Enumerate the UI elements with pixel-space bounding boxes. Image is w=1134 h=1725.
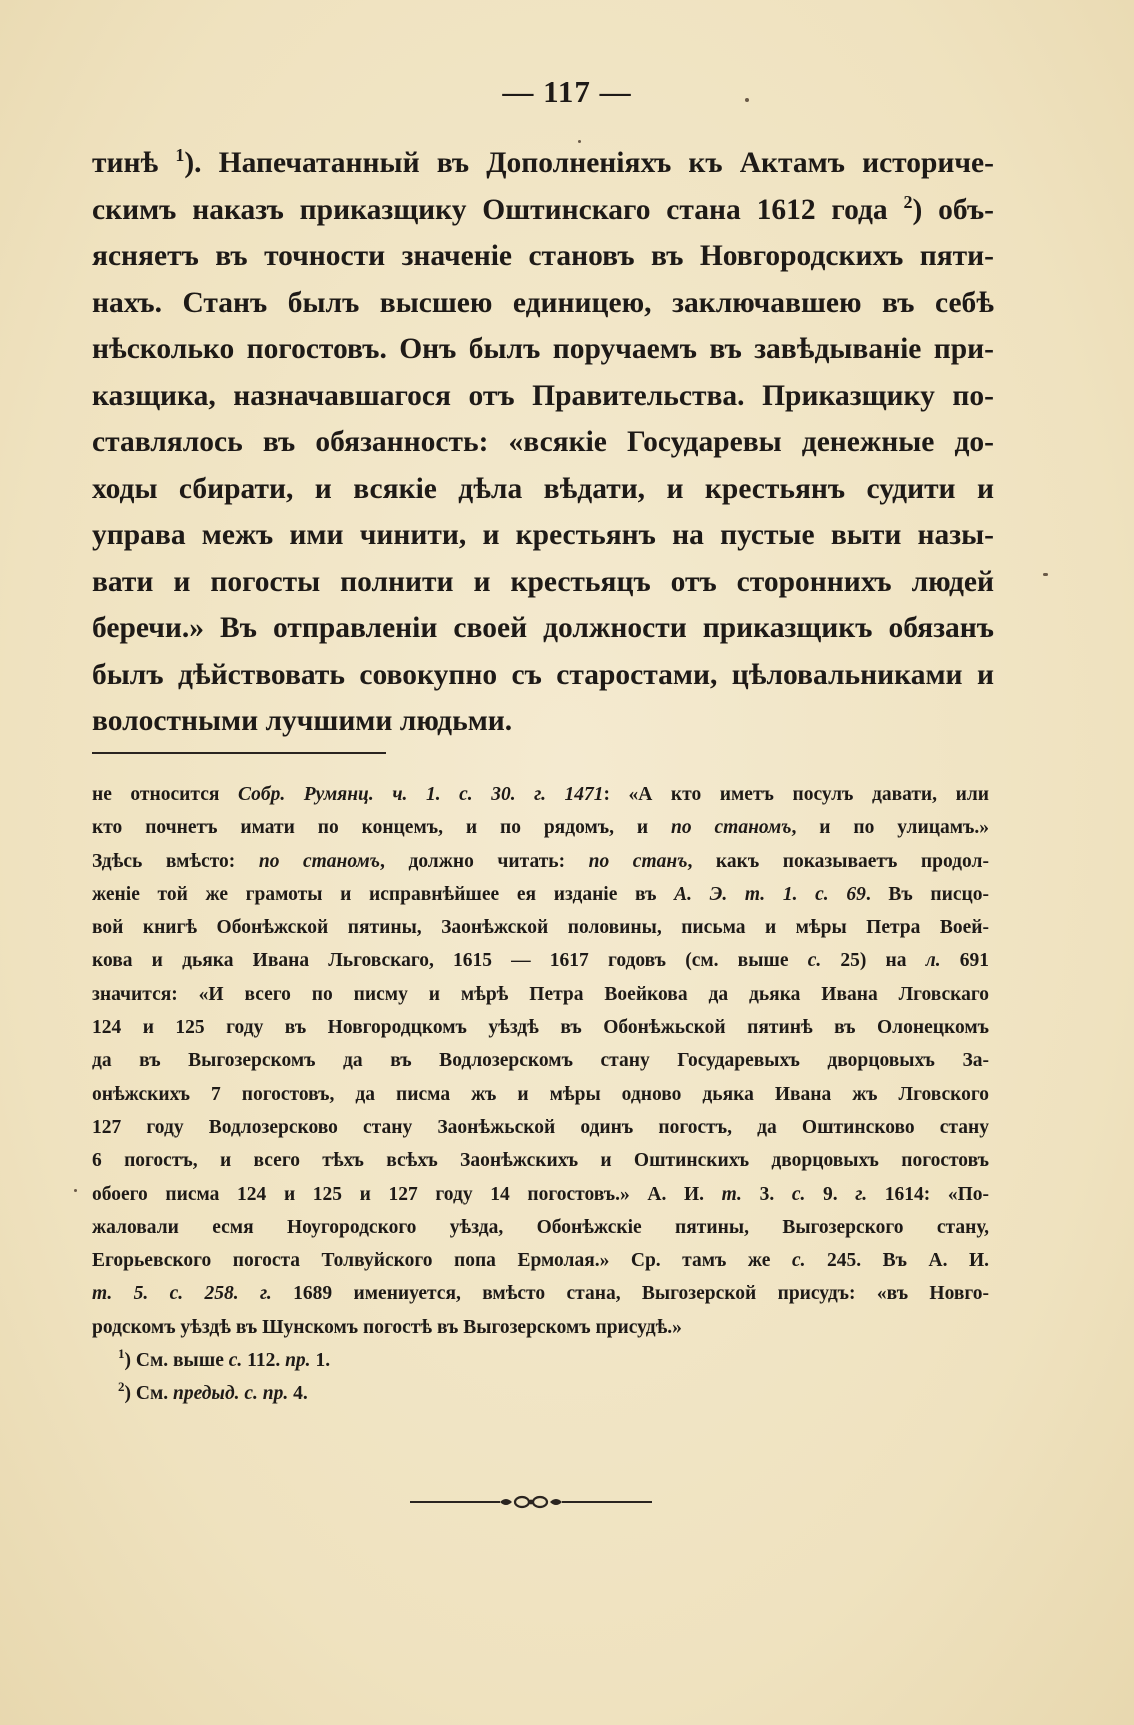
note-line: не относится Собр. Румянц. ч. 1. с. 30. г. 1471: «А кто иметъ посулъ давати, или [92,784,989,805]
main-line: беречи.» Въ отправленіи своей должности приказщикъ обязанъ [92,612,994,644]
note-line: 6 погостъ, и всего тѣхъ всѣхъ Заонѣжскихъ и Оштинскихъ дворцовыхъ погостовъ [92,1150,989,1172]
footnotes-block [92,778,989,1411]
note-line: вой книгѣ Обонѣжской пятины, Заонѣжской половины, письма и мѣры Петра Воей- [92,917,989,939]
note-line: кова и дьяка Ивана Льговскаго, 1615 — 1617 годовъ (см. выше с. 25) на л. 691 [92,950,989,972]
note-line: кто почнетъ имати по концемъ, и по рядомъ, и по станомъ, и по улицамъ.» [92,817,989,839]
note-line: 127 году Водлозерсково стану Заонѣжьской одинъ погостъ, да Оштинсково стану [92,1116,989,1138]
paper-speck [578,140,581,143]
note-line: Здѣсь вмѣсто: по станомъ, должно читать: по станъ, какъ показываетъ продол- [92,850,989,872]
note-line: значится: «И всего по писму и мѣрѣ Петра Воейкова да дьяка Ивана Лговскаго [92,983,989,1005]
note-line: да въ Выгозерскомъ да въ Водлозерскомъ стану Государевыхъ дворцовыхъ За- [92,1050,989,1072]
main-line: казщика, назначавшагося отъ Правительства. Приказщику по- [92,379,994,412]
end-ornament-icon [410,1490,652,1514]
paper-speck [74,1189,77,1192]
main-line: ясняетъ въ точности значеніе становъ въ Новгородскихъ пяти- [92,240,994,272]
main-line: ставлялось въ обязанность: «всякіе Государевы денежные до- [92,426,994,458]
note-line: онѣжскихъ 7 погостовъ, да писма жъ и мѣры одново дьяка Ивана жъ Лговского [92,1083,989,1105]
main-line: волостными лучшими людьми. [92,705,513,737]
main-line: былъ дѣйствовать совокупно съ старостами, цѣловальниками и [92,658,994,691]
note-line: 124 и 125 году въ Новгородцкомъ уѣздѣ въ Обонѣжьской пятинѣ въ Олонецкомъ [92,1017,989,1039]
main-line: ходы сбирати, и всякіе дѣла вѣдати, и крестьянъ судити и [92,472,994,505]
main-line: управа межъ ими чинити, и крестьянъ на пустые выти назы- [92,519,994,551]
footnote-2: $^2$) См. предыд. с. пр. 4. [118,1379,308,1405]
footnote-separator-rule [92,752,386,754]
note-line: т. 5. с. 258. г. 1689 имениуется, вмѣсто стана, Выгозерской присудъ: «въ Новго- [92,1283,989,1305]
paper-speck [745,98,749,102]
main-line: нахъ. Станъ былъ высшею единицею, заключавшею въ себѣ [92,286,994,319]
main-line: скимъ наказъ приказщику Оштинскаго стана 1612 года $^2$) объ- [92,191,994,226]
note-line: обоего писма 124 и 125 и 127 году 14 погостовъ.» А. И. т. 3. с. 9. г. 1614: «По- [92,1183,989,1205]
footnote-1: $^1$) См. выше с. 112. пр. 1. [118,1346,331,1372]
main-line: вати и погосты полнити и крестьяцъ отъ стороннихъ людей [92,565,994,598]
note-line: родскомъ уѣздѣ въ Шунскомъ погостѣ въ Выгозерскомъ присудѣ.» [92,1316,682,1338]
footnote-ref[interactable]: 2 [903,191,913,212]
note-line: Егорьевского погоста Толвуйского попа Ермолая.» Ср. тамъ же с. 245. Въ А. И. [92,1250,989,1272]
main-text-block [92,140,994,745]
main-line: тинѣ $^1$). Напечатанный въ Дополненіяхъ къ Актамъ историче- [92,145,994,179]
page-number: — 117 — [502,74,632,109]
paper-speck [1043,573,1048,576]
note-line: женіе той же грамоты и исправнѣйшее ея изданіе въ А. Э. т. 1. с. 69. Въ писцо- [92,883,990,905]
note-line: жаловали есмя Ноугородского уѣзда, Обонѣжскіе пятины, Выгозерского стану, [92,1216,989,1238]
footnote-ref[interactable]: 1 [175,145,185,165]
main-line: нѣсколько погостовъ. Онъ былъ поручаемъ въ завѣдываніе при- [92,333,994,365]
